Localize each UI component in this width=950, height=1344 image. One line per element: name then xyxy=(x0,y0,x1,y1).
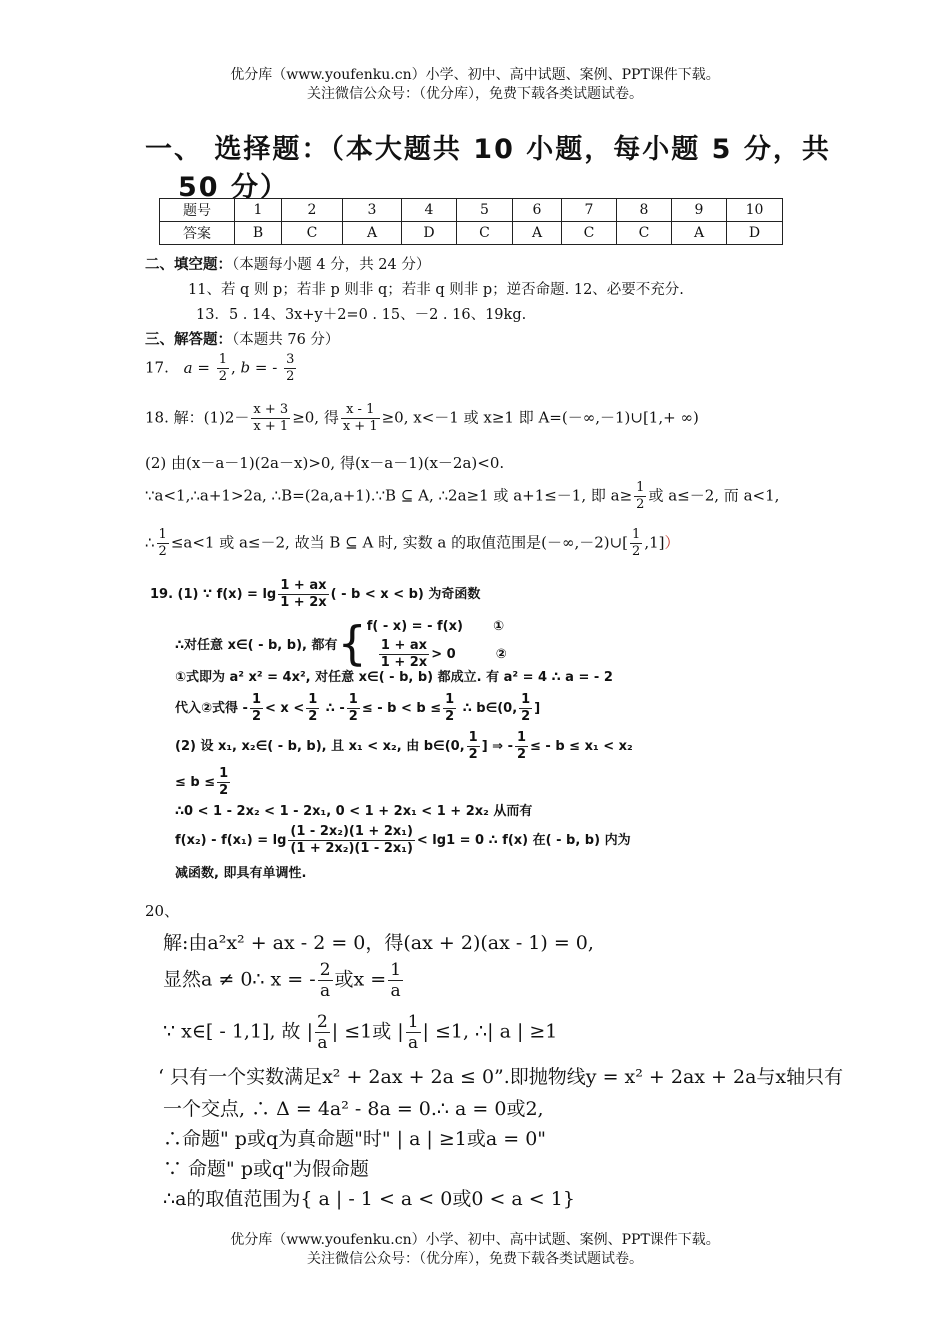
q18-frac2 xyxy=(341,402,380,435)
q19-frac xyxy=(519,692,532,725)
table-cell: A xyxy=(513,222,562,245)
numerator: 1 xyxy=(636,480,645,495)
denominator: x + 1 xyxy=(253,419,289,434)
q20-number: 20、 xyxy=(145,902,180,920)
table-cell: 10 xyxy=(727,199,783,222)
numerator: (1 - 2x₂)(1 + 2x₁) xyxy=(290,824,413,839)
q19-frac xyxy=(347,692,360,725)
q18-frac4 xyxy=(157,527,169,560)
denominator: 2 xyxy=(468,747,478,762)
section2-title: 二、填空题： xyxy=(145,256,232,273)
q19-line8 xyxy=(175,824,631,857)
numerator: 1 xyxy=(521,692,531,707)
table-cell: 2 xyxy=(282,199,343,222)
denominator: 2 xyxy=(219,783,229,798)
q19-frac xyxy=(250,692,263,725)
denominator: 1 + 2x xyxy=(380,655,428,670)
q18-line4 xyxy=(145,527,680,560)
denominator: 2 xyxy=(516,747,527,762)
table-cell: 8 xyxy=(617,199,672,222)
table-row-answers xyxy=(160,222,783,245)
q17-a: a xyxy=(183,358,193,377)
q19-text: ∴ - xyxy=(321,701,345,716)
denominator: a xyxy=(317,1033,328,1053)
q18-text: ∴ xyxy=(145,533,155,552)
denominator: 2 xyxy=(286,369,295,384)
q19-text: ∴对任意 x∈( - b, b), 都有 xyxy=(175,638,338,653)
table-cell: 4 xyxy=(402,199,457,222)
q20-line6: ∴命题" p或q为真命题"时" | a | ≥1或a = 0" xyxy=(163,1128,547,1150)
q18-line2: (2) 由(x－a－1)(2a－x)>0, 得(x－a－1)(x－2a)<0. xyxy=(145,454,505,472)
table-cell: A xyxy=(343,222,402,245)
q20-frac xyxy=(318,960,333,1001)
q19-system xyxy=(367,616,507,671)
section2-note: （本题每小题 4 分，共 24 分） xyxy=(232,257,431,273)
q19-text: f(x₂) - f(x₁) = lg xyxy=(175,833,287,848)
q19-line1 xyxy=(150,578,480,611)
q18-text: ≤a<1 或 a≤－2, 故当 B ⊆ A 时, 实数 a 的取值范围是(－∞,－2)∪[ xyxy=(170,533,629,552)
q19-line3: ①式即为 a² x² = 4x², 对任意 x∈( - b, b) 都成立. 有 a² = 4 ∴ a = - 2 xyxy=(175,670,613,685)
q17-frac-a xyxy=(217,352,229,385)
denominator: 2 xyxy=(308,709,318,724)
q20-line7: ∵ 命题" p或q"为假命题 xyxy=(163,1158,369,1180)
numerator: 1 xyxy=(348,692,358,707)
q18-text: ∵a<1,∴a+1>2a, ∴B=(2a,a+1).∵B ⊆ A, ∴2a≥1 或 a+1≤－1, 即 a≥ xyxy=(145,486,633,505)
q20-text: 或x = xyxy=(334,968,387,991)
q18-text: ≥0, x<－1 或 x≥1 即 A=(－∞,－1)∪[1,+ ∞) xyxy=(381,408,699,427)
q20-text: ∵ x∈[ - 1,1], 故 | xyxy=(163,1020,313,1043)
numerator: 1 xyxy=(407,1012,419,1032)
table-cell: 7 xyxy=(562,199,617,222)
section2-heading xyxy=(145,253,430,274)
table-cell: C xyxy=(282,222,343,245)
denominator: 2 xyxy=(521,709,531,724)
section3-note: （本题共 76 分） xyxy=(232,332,340,348)
q20-frac xyxy=(406,1012,421,1053)
q19-frac xyxy=(467,730,480,763)
q20-line1: 解:由a²x² + ax - 2 = 0，得(ax + 2)(ax - 1) = 0, xyxy=(163,932,594,954)
q19-text: (2) 设 x₁, x₂∈( - b, b), 且 x₁ < x₂, 由 b∈(0, xyxy=(175,739,465,754)
numerator: 1 xyxy=(632,527,641,542)
table-label-cell: 题号 xyxy=(160,199,235,222)
q19-text: ∴ b∈(0, xyxy=(458,701,518,716)
q17-eq1: = xyxy=(192,358,215,377)
table-row-numbers xyxy=(160,199,783,222)
q19-mark: ② xyxy=(495,647,507,662)
q19-text: < lg1 = 0 ∴ f(x) 在( - b, b) 内为 xyxy=(416,833,631,848)
page-header-line2: 关注微信公众号：（优分库），免费下载各类试题试卷。 xyxy=(307,86,643,102)
section3-title: 三、解答题： xyxy=(145,331,232,348)
q19-frac xyxy=(217,766,230,799)
denominator: 2 xyxy=(636,497,645,512)
table-cell: 3 xyxy=(343,199,402,222)
q18-line1 xyxy=(145,402,699,435)
numerator: x + 3 xyxy=(253,402,289,417)
q20-text: | ≤1, ∴| a | ≥1 xyxy=(422,1020,558,1043)
table-cell: C xyxy=(562,222,617,245)
table-cell: D xyxy=(402,222,457,245)
q19-frac xyxy=(288,824,415,857)
q17-frac-b xyxy=(284,352,296,385)
numerator: 3 xyxy=(286,352,295,367)
numerator: 1 xyxy=(219,766,229,781)
numerator: 1 xyxy=(516,730,527,745)
page-footer-line2: 关注微信公众号：（优分库），免费下载各类试题试卷。 xyxy=(307,1251,643,1267)
q19-frac xyxy=(278,578,328,611)
numerator: 1 + ax xyxy=(278,578,328,595)
q18-text: ≥0, 得 xyxy=(292,408,339,427)
q19-line2 xyxy=(175,616,507,671)
table-cell: A xyxy=(672,222,727,245)
q20-line4: ‘ 只有一个实数满足x² + 2ax + 2a ≤ 0”.即抛物线y = x² + 2ax + 2a与x轴只有 xyxy=(158,1066,844,1088)
q19-line7: ∴0 < 1 - 2x₂ < 1 - 2x₁, 0 < 1 + 2x₁ < 1 + 2x₂ 从而有 xyxy=(175,804,533,819)
q18-frac1 xyxy=(251,402,290,435)
q19-text: ] ⇒ - xyxy=(481,739,513,754)
q18-frac3 xyxy=(634,480,646,513)
numerator: 1 xyxy=(468,730,478,745)
denominator: x + 1 xyxy=(342,419,378,434)
numerator: 1 xyxy=(158,527,167,542)
q19-text: 代入②式得 - xyxy=(175,701,248,716)
table-cell: 5 xyxy=(457,199,513,222)
denominator: a xyxy=(390,981,401,1001)
q17-number: 17. xyxy=(145,358,169,377)
numerator: 1 xyxy=(390,960,402,980)
q17-comma: , xyxy=(230,358,241,377)
section2-line1: 11、若 q 则 p；若非 p 则非 q；若非 q 则非 p；逆否命题. 12、必要不充分. xyxy=(188,282,684,298)
q19-text: f( - x) = - f(x) xyxy=(366,619,463,634)
numerator: 1 + ax xyxy=(379,638,429,655)
numerator: 2 xyxy=(316,1012,328,1032)
denominator: 2 xyxy=(251,709,261,724)
denominator: (1 + 2x₂)(1 - 2x₁) xyxy=(290,841,413,856)
q19-text: ≤ - b ≤ x₁ < x₂ xyxy=(530,739,633,754)
numerator: x - 1 xyxy=(341,402,380,419)
answer-table xyxy=(159,198,783,245)
q17-b: b xyxy=(240,358,251,377)
q19-text: 19. (1) ∵ f(x) = lg xyxy=(150,587,277,602)
numerator: 1 xyxy=(218,352,227,367)
q19-line9: 减函数, 即具有单调性. xyxy=(175,866,307,881)
q18-text: 18. 解：(1)2－ xyxy=(145,408,250,427)
denominator: a xyxy=(320,981,331,1001)
q19-line5 xyxy=(175,730,633,763)
q18-line3 xyxy=(145,480,779,513)
q19-mark: ① xyxy=(492,619,504,634)
q20-frac xyxy=(315,1012,330,1053)
q19-frac xyxy=(515,730,528,763)
q18-paren: ） xyxy=(664,533,680,552)
q19-text: ( - b < x < b) 为奇函数 xyxy=(330,587,481,602)
q19-text: ≤ - b < b ≤ xyxy=(361,701,442,716)
denominator: 2 xyxy=(445,709,455,724)
q19-text: ] xyxy=(534,701,541,716)
denominator: 2 xyxy=(158,544,167,559)
table-cell: 6 xyxy=(513,199,562,222)
q17-eq2: = - xyxy=(250,358,283,377)
q19-frac xyxy=(443,692,456,725)
q20-line3 xyxy=(163,1012,557,1053)
table-cell: C xyxy=(617,222,672,245)
q20-line2 xyxy=(163,960,405,1001)
table-cell: C xyxy=(457,222,513,245)
q18-text: ,1] xyxy=(644,533,665,552)
table-cell: 1 xyxy=(235,199,282,222)
section1-title: 一、 选择题：（本大题共 10 小题，每小题 5 分，共 xyxy=(145,134,831,165)
table-label-cell: 答案 xyxy=(160,222,235,245)
q20-text: 显然a ≠ 0∴ x = - xyxy=(163,968,316,991)
denominator: a xyxy=(408,1033,419,1053)
section2-line2: 13．5 . 14、3x+y＋2=0 . 15、－2 . 16、19kg. xyxy=(196,307,527,323)
q19-text: < x < xyxy=(264,701,305,716)
denominator: 2 xyxy=(632,544,641,559)
numerator: 2 xyxy=(319,960,331,980)
q18-text: 或 a≤－2, 而 a<1, xyxy=(648,486,780,505)
page-footer-line1: 优分库（www.youfenku.cn）小学、初中、高中试题、案例、PPT课件下载。 xyxy=(230,1232,720,1248)
q19-cond1 xyxy=(367,616,507,638)
q20-text: | ≤1或 | xyxy=(331,1020,404,1043)
q20-frac xyxy=(388,960,403,1001)
q18-frac5 xyxy=(630,527,642,560)
q19-line6 xyxy=(175,766,232,799)
table-cell: B xyxy=(235,222,282,245)
q20-line8: ∴a的取值范围为{ a | - 1 < a < 0或0 < a < 1} xyxy=(163,1188,575,1210)
numerator: 1 xyxy=(445,692,455,707)
q17 xyxy=(145,352,298,385)
q20-line5: 一个交点, ∴ Δ = 4a² - 8a = 0.∴ a = 0或2, xyxy=(163,1098,544,1120)
denominator: 1 + 2x xyxy=(280,595,327,610)
numerator: 1 xyxy=(308,692,318,707)
denominator: 2 xyxy=(348,709,358,724)
section1-title-cont: 50 分） xyxy=(178,172,289,203)
denominator: 2 xyxy=(218,369,227,384)
q19-brace: { xyxy=(337,616,367,671)
table-cell: 9 xyxy=(672,199,727,222)
q19-text: > 0 xyxy=(431,647,456,662)
page-header-line1: 优分库（www.youfenku.cn）小学、初中、高中试题、案例、PPT课件下载。 xyxy=(230,67,720,83)
section3-heading xyxy=(145,328,339,349)
q19-frac xyxy=(306,692,319,725)
table-cell: D xyxy=(727,222,783,245)
numerator: 1 xyxy=(251,692,261,707)
q19-text: ≤ b ≤ xyxy=(175,775,216,790)
q19-line4 xyxy=(175,692,540,725)
